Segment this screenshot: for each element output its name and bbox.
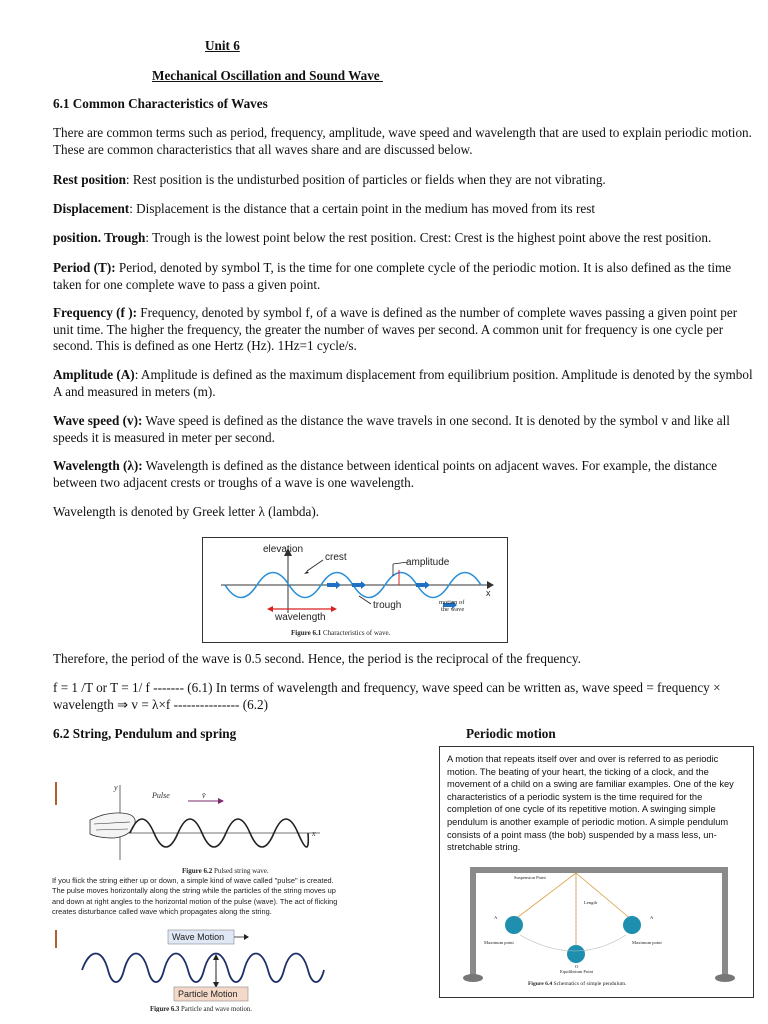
- figure-6-4-caption: Figure 6.4 Schematics of simple pendulum.: [528, 981, 627, 987]
- section-heading-6-1: 6.1 Common Characteristics of Waves: [53, 96, 268, 111]
- periodic-motion-heading: Periodic motion: [466, 726, 556, 741]
- displacement-term: Displacement: [53, 201, 130, 216]
- elevation-label: elevation: [263, 544, 304, 555]
- motion-label-2: the wave: [441, 606, 465, 613]
- hand-icon: [90, 813, 135, 838]
- amplitude-paragraph: Amplitude (A): Amplitude is defined as the maximum displacement from equilibrium position. Amplitude is denoted by the symbol A and measured in meters (m).: [53, 367, 753, 399]
- intro-paragraph: There are common terms such as period, frequency, amplitude, wave speed and wavelength that are used to explain periodic motion. These are common characteristics that all waves share and are discussed below.: [53, 125, 752, 157]
- x-axis-label: x: [312, 829, 316, 838]
- amplitude-label: amplitude: [406, 557, 450, 568]
- wave-characteristics-diagram: [203, 538, 507, 642]
- max-point-left-label: Maximum point: [484, 940, 514, 945]
- wavelength-paragraph: Wavelength (λ): Wavelength is defined as the distance between identical points on adjacent waves. For example, the distance between two adjacent crests or troughs of a wave is one wavelength.: [53, 458, 717, 490]
- periodic-motion-text: A motion that repeats itself over and over is referred to as periodic motion. The beating of your heart, the ticking of a clock, and the movement of a child on a swing are familiar examples. One of the key characteristics of a periodic system is the time required for the completion of one cycle of its repetitive motion. A swinging simple pendulum is another example of periodic motion. A simple pendulum consists of a point mass (the bob) suspended by a mass less, un-stretchable string.: [447, 754, 734, 853]
- length-label: Length: [584, 900, 598, 905]
- particle-wave-curve: [82, 954, 324, 983]
- bob-left-icon: [505, 916, 523, 934]
- wavelength-term: Wavelength (λ):: [53, 458, 143, 473]
- chapter-title: Mechanical Oscillation and Sound Wave: [152, 68, 383, 83]
- formula-paragraph: f = 1 /T or T = 1/ f ------- (6.1) In terms of wavelength and frequency, wave speed can be written as, wave speed = frequency × wavelength ⇒ v = λ×f --------------- (6.2): [53, 680, 721, 712]
- o-label: O: [575, 964, 579, 969]
- trough-term: position. Trough: [53, 230, 146, 245]
- frequency-paragraph: Frequency (f ): Frequency, denoted by symbol f, of a wave is defined as the number of complete waves passing a given point per unit time. The higher the frequency, the greater the number of waves per second. A common unit for frequency is one cycle per second. This is defined as one Hertz (Hz). 1Hz=1 cycle/s.: [53, 305, 738, 353]
- period-reciprocal-paragraph: Therefore, the period of the wave is 0.5 second. Hence, the period is the reciprocal of the frequency.: [53, 651, 581, 666]
- period-paragraph: Period (T): Period, denoted by symbol T, is the time for one complete cycle of the periodic motion. It is also defined as the time taken for one complete wave to pass a given point.: [53, 260, 732, 292]
- simple-pendulum-diagram: [454, 863, 744, 993]
- figure-6-2: [50, 750, 350, 880]
- wave-motion-label: Wave Motion: [172, 932, 225, 942]
- motion-label-1: motion of: [439, 599, 465, 606]
- crest-label: crest: [325, 552, 347, 563]
- y-axis-label: y: [114, 783, 118, 792]
- wavelength-label: wavelength: [275, 612, 326, 623]
- section-heading-6-2: 6.2 String, Pendulum and spring: [53, 726, 237, 741]
- particle-motion-label: Particle Motion: [178, 989, 238, 999]
- figure-6-3: [50, 926, 350, 1012]
- trough-label: trough: [373, 600, 402, 611]
- equilibrium-point-label: Equilibrium Point: [560, 969, 594, 974]
- figure-6-1-caption: Figure 6.1 Characteristics of wave.: [291, 629, 391, 637]
- suspension-point-label: Suspension Point: [514, 875, 546, 880]
- max-point-right-label: Maximum point: [632, 940, 662, 945]
- figure-6-2-caption: Figure 6.2 Pulsed string wave.: [182, 867, 269, 875]
- wave-speed-paragraph: Wave speed (v): Wave speed is defined as the distance the wave travels in one second. It is denoted by the symbol v and like all speeds it is measured in meter per second.: [53, 413, 730, 445]
- wave-speed-term: Wave speed (v):: [53, 413, 143, 428]
- bob-center-icon: [567, 945, 585, 963]
- amplitude-term: Amplitude (A): [53, 367, 135, 382]
- motion-arrow-icon: [327, 581, 341, 589]
- unit-label: Unit 6: [205, 38, 240, 53]
- figure-6-2-paragraph: If you flick the string either up or down, a simple kind of wave called "pulse" is created. The pulse moves horizontally along the string while the particles of the string moves up and down at right angles to the horizontal motion of the pulse (wave). The act of flicking creates disturbance called wave which propagates along the string.: [52, 876, 338, 916]
- figure-6-3-caption: Figure 6.3 Particle and wave motion.: [150, 1006, 252, 1012]
- wavelength-symbol-paragraph: Wavelength is denoted by Greek letter λ (lambda).: [53, 504, 320, 519]
- particle-wave-diagram: [50, 926, 350, 1012]
- displacement-paragraph: Displacement: Displacement is the distance that a certain point in the medium has moved from its rest: [53, 201, 596, 216]
- period-term: Period (T):: [53, 260, 116, 275]
- a-right-label: A: [650, 915, 654, 920]
- pulsed-string-diagram: [50, 750, 350, 880]
- a-left-label: A: [494, 915, 498, 920]
- rest-position-paragraph: Rest position: Rest position is the undisturbed position of particles or fields when they are not vibrating.: [53, 172, 606, 187]
- pulse-label: Pulse: [152, 791, 170, 800]
- trough-paragraph: position. Trough: Trough is the lowest point below the rest position. Crest: Crest is the highest point above the rest position.: [53, 230, 712, 245]
- periodic-motion-box: [439, 746, 754, 998]
- bob-right-icon: [623, 916, 641, 934]
- x-axis-label: x: [486, 588, 491, 598]
- frequency-term: Frequency (f ):: [53, 305, 137, 320]
- velocity-label: v̄: [202, 791, 206, 800]
- figure-6-1: [202, 537, 508, 643]
- rest-position-term: Rest position: [53, 172, 126, 187]
